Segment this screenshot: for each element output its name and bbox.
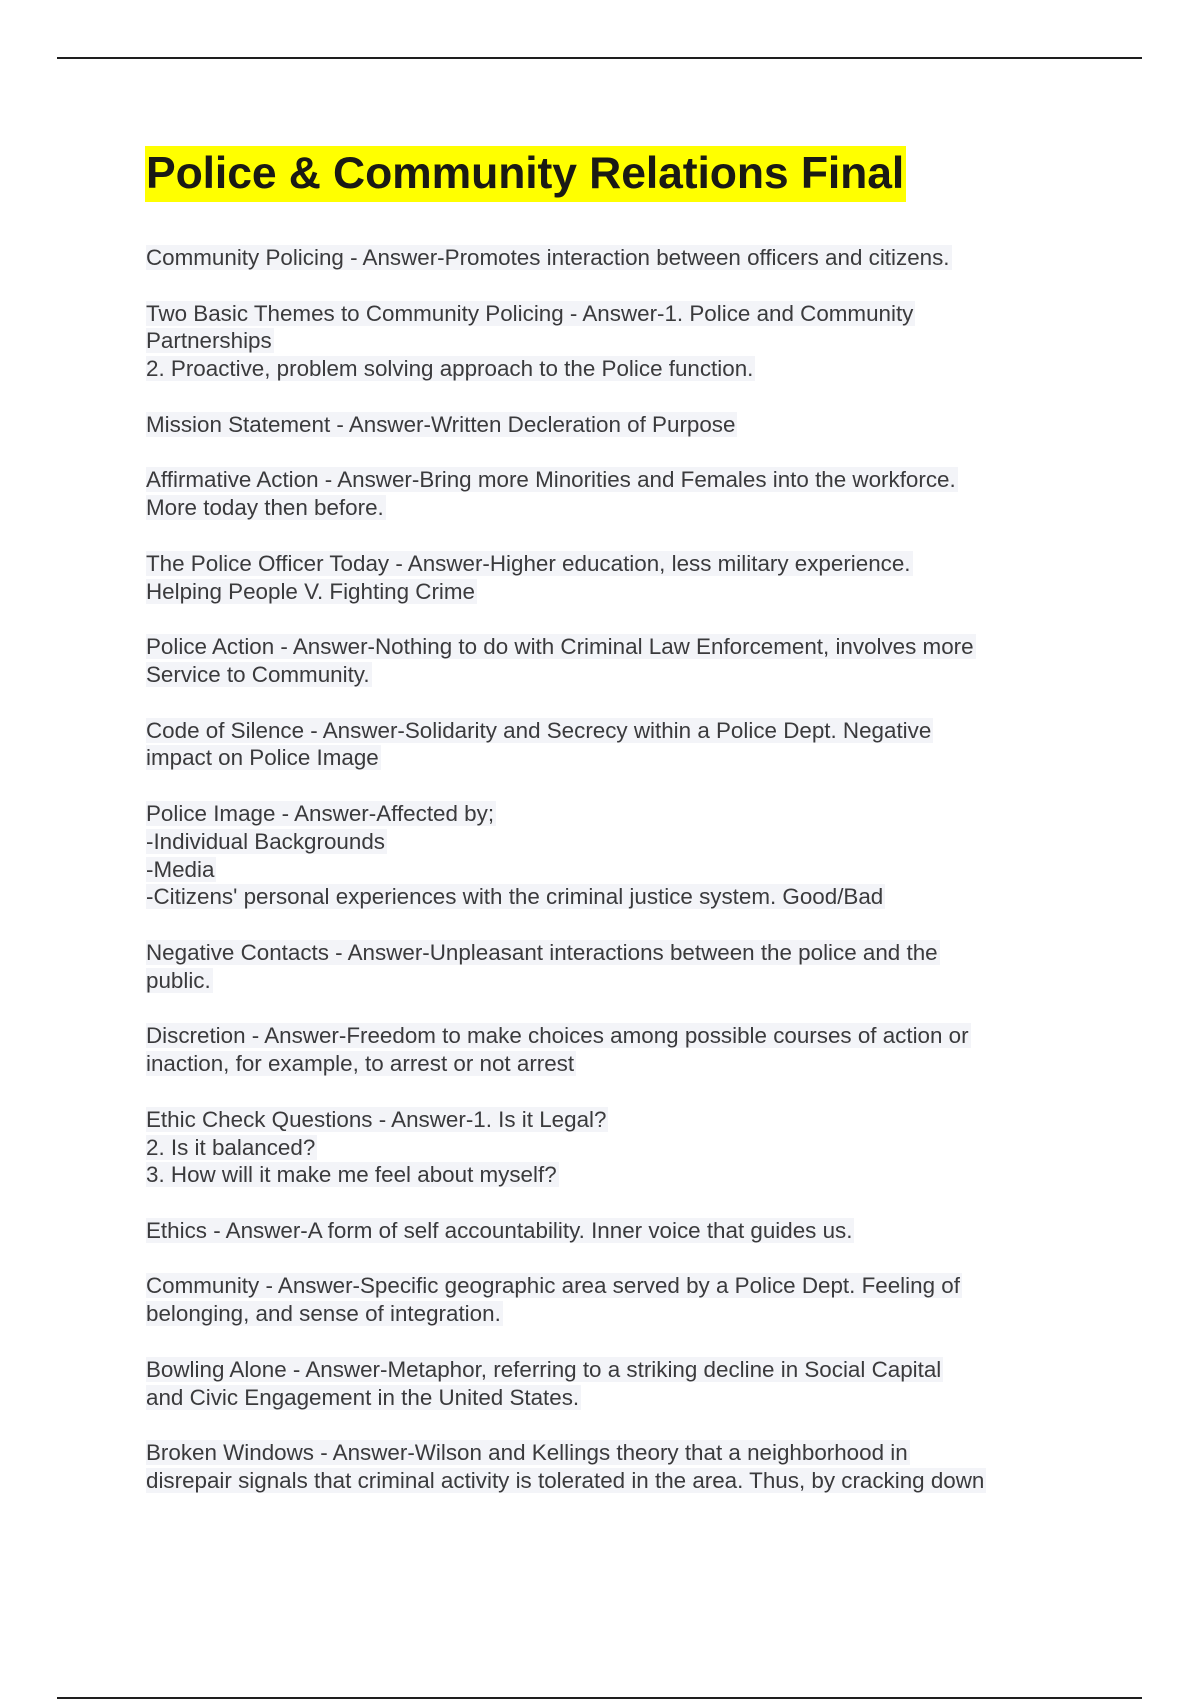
entry-line: Two Basic Themes to Community Policing - Answer-1. Police and Community [146, 300, 914, 326]
flashcard-entry [146, 939, 1146, 995]
flashcard-entry [146, 300, 1146, 383]
page-title: Police & Community Relations Final [145, 146, 906, 202]
entry-line: More today then before. [146, 495, 384, 521]
entry-line: Service to Community. [146, 661, 370, 687]
flashcard-entry [146, 1022, 1146, 1078]
entry-line: Partnerships [146, 328, 272, 354]
entry-line: Broken Windows - Answer-Wilson and Kellings theory that a neighborhood in [146, 1440, 908, 1466]
flashcard-list [146, 244, 1146, 1523]
entry-line: Ethic Check Questions - Answer-1. Is it Legal? [146, 1106, 607, 1132]
flashcard-entry [146, 1217, 1146, 1245]
entry-line: Police Image - Answer-Affected by; [146, 800, 495, 826]
entry-line: Mission Statement - Answer-Written Decleration of Purpose [146, 411, 736, 437]
entry-line: 2. Is it balanced? [146, 1134, 316, 1160]
flashcard-entry [146, 466, 1146, 522]
page-header-rule [57, 57, 1142, 59]
entry-line: public. [146, 967, 211, 993]
page-footer-rule [57, 1697, 1142, 1699]
flashcard-entry [146, 800, 1146, 911]
entry-line: -Media [146, 856, 215, 882]
entry-line: 2. Proactive, problem solving approach to the Police function. [146, 356, 754, 382]
entry-line: Community - Answer-Specific geographic area served by a Police Dept. Feeling of [146, 1273, 960, 1299]
flashcard-entry [146, 244, 1146, 272]
entry-line: Negative Contacts - Answer-Unpleasant interactions between the police and the [146, 939, 938, 965]
entry-line: Police Action - Answer-Nothing to do with Criminal Law Enforcement, involves more [146, 634, 974, 660]
entry-line: The Police Officer Today - Answer-Higher education, less military experience. [146, 550, 911, 576]
entry-line: Code of Silence - Answer-Solidarity and Secrecy within a Police Dept. Negative [146, 717, 932, 743]
entry-line: belonging, and sense of integration. [146, 1301, 501, 1327]
flashcard-entry [146, 1272, 1146, 1328]
entry-line: -Citizens' personal experiences with the criminal justice system. Good/Bad [146, 884, 884, 910]
entry-line: Helping People V. Fighting Crime [146, 578, 475, 604]
entry-line: Ethics - Answer-A form of self accountability. Inner voice that guides us. [146, 1217, 853, 1243]
flashcard-entry [146, 633, 1146, 689]
flashcard-entry [146, 717, 1146, 773]
flashcard-entry [146, 550, 1146, 606]
entry-line: Affirmative Action - Answer-Bring more Minorities and Females into the workforce. [146, 467, 956, 493]
entry-line: Bowling Alone - Answer-Metaphor, referring to a striking decline in Social Capital [146, 1356, 942, 1382]
entry-line: disrepair signals that criminal activity is tolerated in the area. Thus, by cracking down [146, 1468, 985, 1494]
entry-line: inaction, for example, to arrest or not arrest [146, 1051, 575, 1077]
entry-line: impact on Police Image [146, 745, 379, 771]
flashcard-entry [146, 411, 1146, 439]
entry-line: Discretion - Answer-Freedom to make choices among possible courses of action or [146, 1023, 969, 1049]
flashcard-entry [146, 1439, 1146, 1495]
entry-line: -Individual Backgrounds [146, 828, 385, 854]
entry-line: Community Policing - Answer-Promotes interaction between officers and citizens. [146, 245, 950, 270]
flashcard-entry [146, 1106, 1146, 1189]
flashcard-entry [146, 1356, 1146, 1412]
entry-line: 3. How will it make me feel about myself? [146, 1162, 557, 1188]
title-block [145, 146, 906, 202]
entry-line: and Civic Engagement in the United States. [146, 1384, 580, 1410]
